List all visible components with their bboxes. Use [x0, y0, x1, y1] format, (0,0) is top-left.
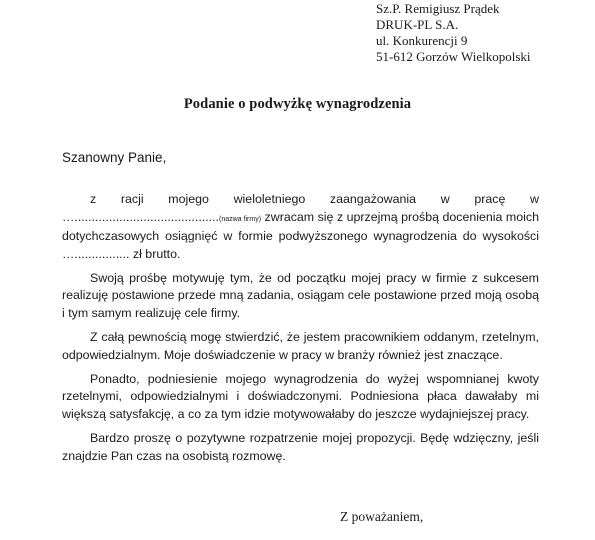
paragraph-1-main: z racji mojego wieloletniego zaangażowania w pracę w …..........................................: [62, 192, 539, 224]
recipient-address: [376, 1, 531, 65]
recipient-street: ul. Konkurencji 9: [376, 33, 468, 48]
company-name-note: (nazwa firmy): [218, 215, 262, 223]
paragraph-3: Z całą pewnością mogę stwierdzić, że jestem pracownikiem oddanym, rzetelnym, odpowiedzialnym. Moje doświadczenie w pracy w branży również jest znaczące.: [62, 330, 539, 362]
closing: Z poważaniem,: [340, 509, 424, 524]
recipient-city: 51-612 Gorzów Wielkopolski: [376, 49, 531, 64]
paragraph-4: Ponadto, podniesienie mojego wynagrodzenia do wyżej wspomnianej kwoty rzetelnymi, odpowiedzialnymi i doświadczonymi. Podniesiona płaca dawałaby mi większą satysfakcję, a co za tym idzie motywowałaby do jeszcze wydajniejszej pracy.: [62, 371, 539, 422]
paragraph-1: [62, 191, 539, 263]
paragraph-5: Bardzo proszę o pozytywne rozpatrzenie mojej propozycji. Będę wdzięczny, jeśli znajdzie Pan czas na osobistą rozmowę.: [62, 431, 539, 463]
paragraph-1-rest: zwracam się z uprzejmą prośbą docenienia moich dotychczasowych osiągnięć w formie podwyższonego wynagrodzenia do wysokości …................ zł brutto.: [62, 209, 539, 261]
letter-body: [62, 191, 539, 472]
salutation: Szanowny Panie,: [62, 150, 167, 165]
paragraph-2: Swoją prośbę motywuję tym, że od początku mojej pracy w firmie z sukcesem realizuję postawione przede mną zadania, osiągam cele postawione przed moją osobą i tym samym realizuję cele firmy.: [62, 270, 539, 321]
letter-subject: Podanie o podwyżkę wynagrodzenia: [183, 96, 412, 112]
recipient-company: DRUK-PL S.A.: [376, 17, 459, 32]
recipient-name: Sz.P. Remigiusz Prądek: [376, 1, 500, 16]
